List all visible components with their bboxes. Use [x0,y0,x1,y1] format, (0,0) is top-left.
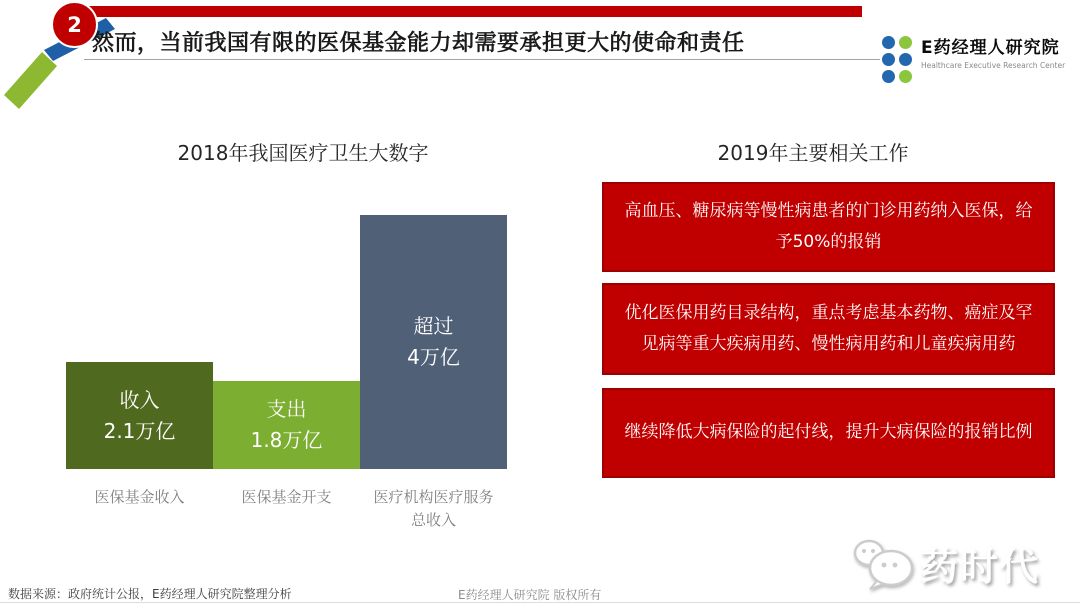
copyright-note: E药经理人研究院 版权所有 [458,588,602,602]
axis-label: 医保基金收入 [94,488,185,506]
logo-dot [899,36,912,49]
bar-value: 2.1万亿 [103,418,176,443]
chart-bar [213,381,360,469]
chart-bar [360,215,507,469]
logo-dot [882,53,895,66]
bar-label: 收入 [119,387,160,412]
tasks-title: 2019年主要相关工作 [717,141,909,165]
bar-label: 超过 [413,314,454,338]
org-logo [882,33,1065,83]
logo-subtitle: Healthcare Executive Research Center [921,61,1066,70]
task-box: 继续降低大病保险的起付线，提升大病保险的报销比例 [602,388,1055,478]
logo-dot [899,53,912,66]
bar-chart [66,215,507,469]
top-accent-bar [70,6,862,17]
chart-bar [66,362,213,469]
bar-value: 4万亿 [407,345,460,369]
bar-chart-axis-labels [66,486,507,531]
task-box: 高血压、糖尿病等慢性病患者的门诊用药纳入医保，给予50%的报销 [602,182,1055,272]
bar-value: 1.8万亿 [250,428,323,452]
title-underline [84,59,880,60]
logo-dot [882,36,895,49]
bottom-divider [0,602,1080,603]
logo-name: E药经理人研究院 [921,38,1060,58]
bar-label: 支出 [266,397,307,421]
logo-dot-grid-icon [882,36,912,83]
axis-label: 医保基金开支 [241,488,332,506]
logo-text [921,33,1065,70]
axis-label: 医疗机构医疗服务 总收入 [373,488,494,529]
page-title: 然而，当前我国有限的医保基金能力却需要承担更大的使命和责任 [92,31,745,56]
logo-dot [882,70,895,83]
data-source-note: 数据来源：政府统计公报，E药经理人研究院整理分析 [8,587,292,601]
deco-arrow-green [4,52,57,109]
page-number-badge: 2 [51,1,98,48]
wechat-bubbles-icon [852,537,916,591]
task-box: 优化医保用药目录结构，重点考虑基本药物、癌症及罕见病等重大疾病用药、慢性病用药和儿童疾病用药 [602,283,1055,375]
logo-dot [899,70,912,83]
watermark [852,536,1040,591]
watermark-text: 药时代 [920,545,1041,589]
chart-title: 2018年我国医疗卫生大数字 [177,141,429,165]
